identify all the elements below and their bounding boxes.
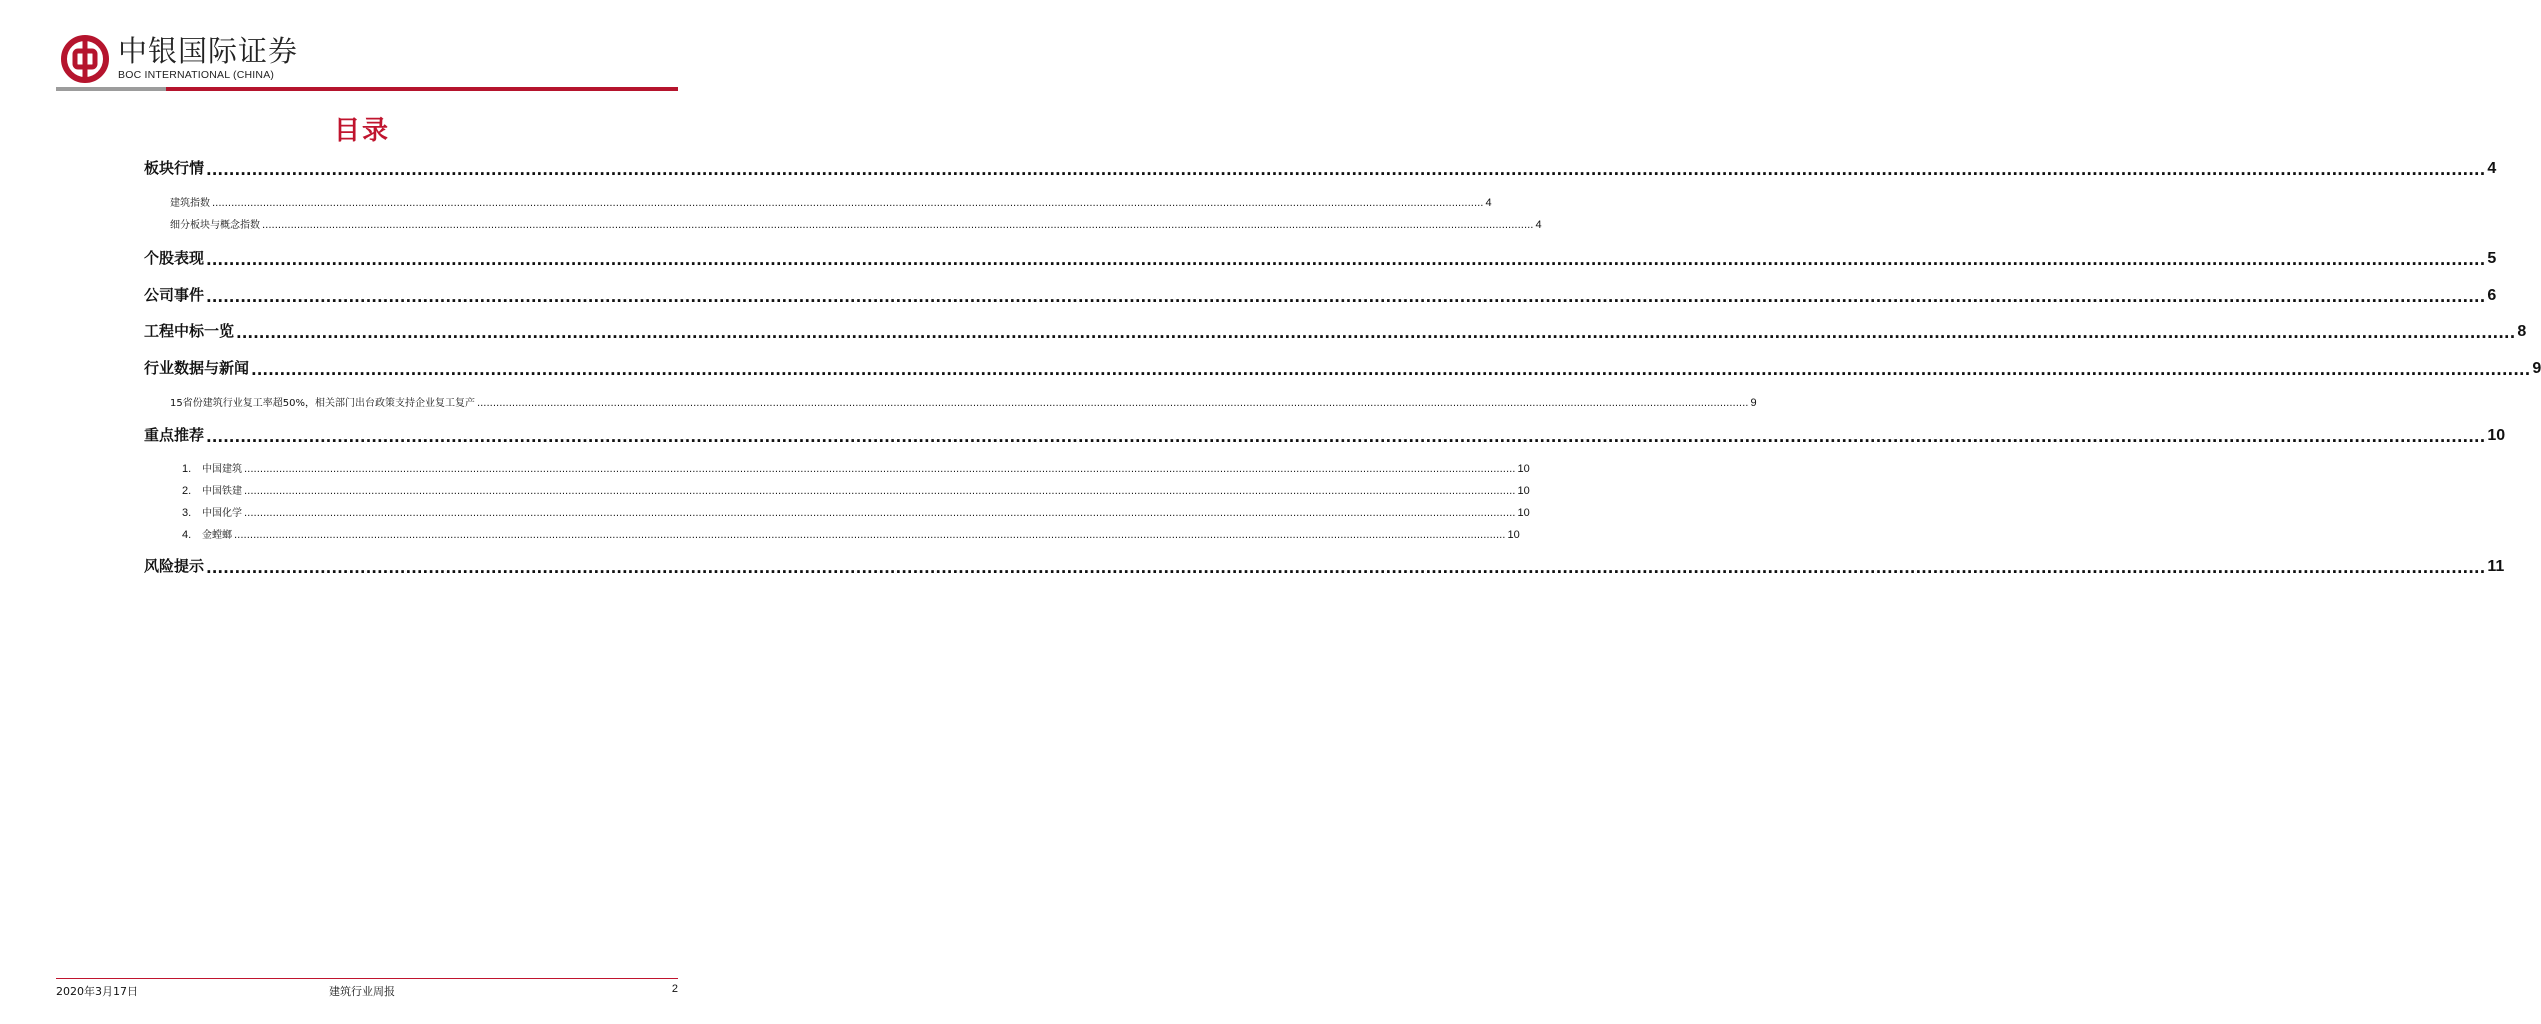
boc-logo-icon <box>60 34 110 84</box>
toc-entry-text: 中国铁建 <box>202 486 242 497</box>
toc-entry-label: 15省份建筑行业复工率超50%，相关部门出台政策支持企业复工复产 <box>170 398 475 409</box>
toc-page-number: 4 <box>1485 197 1492 209</box>
toc-entry-label: 风险提示 <box>144 557 205 575</box>
toc-dot-leader: ................................................................................................................................................................................................................................................................................................................................................................................................................ <box>206 288 2486 306</box>
toc-dot-leader: ................................................................................................................................................................................................................................................................................................................................................................................................................ <box>251 361 2531 379</box>
toc-dot-leader: ................................................................................................................................................................................................................................................................................................................................................................................................................ <box>476 398 1749 409</box>
toc-dot-leader: ................................................................................................................................................................................................................................................................................................................................................................................................................ <box>244 486 1516 497</box>
toc-dot-leader: ................................................................................................................................................................................................................................................................................................................................................................................................................ <box>206 428 2486 446</box>
toc-dot-leader: ................................................................................................................................................................................................................................................................................................................................................................................................................ <box>236 324 2516 342</box>
toc-entry-number: 1. <box>182 463 192 475</box>
toc-page-number: 10 <box>1507 529 1520 541</box>
brand-name-chinese: 中银国际证券 <box>118 34 299 68</box>
toc-page-number: 9 <box>1750 397 1757 409</box>
toc-chapter-entry[interactable] <box>144 285 2497 306</box>
toc-entry-label: 重点推荐 <box>144 426 205 444</box>
footer-rule <box>56 978 678 979</box>
toc-entry-label: 建筑指数 <box>170 198 210 209</box>
toc-page-number: 4 <box>2487 160 2497 177</box>
toc-dot-leader: ................................................................................................................................................................................................................................................................................................................................................................................................................ <box>262 220 1534 231</box>
toc-entry-number: 4. <box>182 529 192 541</box>
footer-page-number: 2 <box>671 983 678 995</box>
toc-section-entry[interactable] <box>182 461 1530 475</box>
toc-page-number: 10 <box>1517 485 1530 497</box>
toc-entry-label <box>182 482 242 497</box>
toc-dot-leader: ................................................................................................................................................................................................................................................................................................................................................................................................................ <box>206 559 2486 577</box>
toc-entry-number: 2. <box>182 485 192 497</box>
toc-section-entry[interactable] <box>182 483 1530 497</box>
toc-entry-label <box>182 504 242 519</box>
report-header <box>56 28 678 90</box>
toc-entry-text: 中国化学 <box>202 508 242 519</box>
toc-section-entry[interactable] <box>182 527 1520 541</box>
toc-page-number: 11 <box>2487 558 2505 575</box>
toc-title: 目录 <box>333 116 390 146</box>
header-rule-gray <box>56 87 166 91</box>
header-rule-red <box>166 87 678 91</box>
toc-dot-leader: ................................................................................................................................................................................................................................................................................................................................................................................................................ <box>206 251 2486 269</box>
toc-entry-label: 工程中标一览 <box>144 322 235 340</box>
toc-page-number: 10 <box>2487 427 2506 444</box>
toc-entry-text: 金螳螂 <box>202 530 232 541</box>
toc-page-number: 10 <box>1517 507 1530 519</box>
toc-chapter-entry[interactable] <box>144 158 2497 179</box>
toc-dot-leader: ................................................................................................................................................................................................................................................................................................................................................................................................................ <box>244 464 1516 475</box>
toc-dot-leader: ................................................................................................................................................................................................................................................................................................................................................................................................................ <box>234 530 1506 541</box>
toc-chapter-entry[interactable] <box>144 425 2506 446</box>
toc-entry-label: 个股表现 <box>144 249 205 267</box>
toc-entry-number: 3. <box>182 507 192 519</box>
footer-report-name: 建筑行业周报 <box>329 985 395 998</box>
toc-dot-leader: ................................................................................................................................................................................................................................................................................................................................................................................................................ <box>244 508 1516 519</box>
toc-dot-leader: ................................................................................................................................................................................................................................................................................................................................................................................................................ <box>206 161 2486 179</box>
toc-page-number: 5 <box>2487 250 2497 267</box>
toc-page-number: 6 <box>2487 287 2497 304</box>
toc-chapter-entry[interactable] <box>144 358 2541 379</box>
toc-chapter-entry[interactable] <box>144 248 2497 269</box>
toc-entry-text: 中国建筑 <box>202 464 242 475</box>
toc-section-entry[interactable] <box>170 195 1492 209</box>
footer-date: 2020年3月17日 <box>56 985 138 998</box>
toc-page-number: 4 <box>1535 219 1542 231</box>
toc-chapter-entry[interactable] <box>144 556 2505 577</box>
toc-page-number: 8 <box>2517 323 2527 340</box>
toc-section-entry[interactable] <box>170 217 1542 231</box>
toc-section-entry[interactable] <box>182 505 1530 519</box>
toc-entry-label: 行业数据与新闻 <box>144 359 250 377</box>
toc-entry-label: 板块行情 <box>144 159 205 177</box>
toc-page-number: 10 <box>1517 463 1530 475</box>
brand-name-english: BOC INTERNATIONAL (CHINA) <box>118 69 275 81</box>
toc-entry-label <box>182 460 242 475</box>
toc-page-number: 9 <box>2532 360 2541 377</box>
toc-entry-label: 细分板块与概念指数 <box>170 220 260 231</box>
toc-section-entry[interactable] <box>170 395 1757 409</box>
toc-chapter-entry[interactable] <box>144 321 2527 342</box>
toc-entry-label <box>182 526 232 541</box>
toc-entry-label: 公司事件 <box>144 286 205 304</box>
toc-dot-leader: ................................................................................................................................................................................................................................................................................................................................................................................................................ <box>212 198 1484 209</box>
